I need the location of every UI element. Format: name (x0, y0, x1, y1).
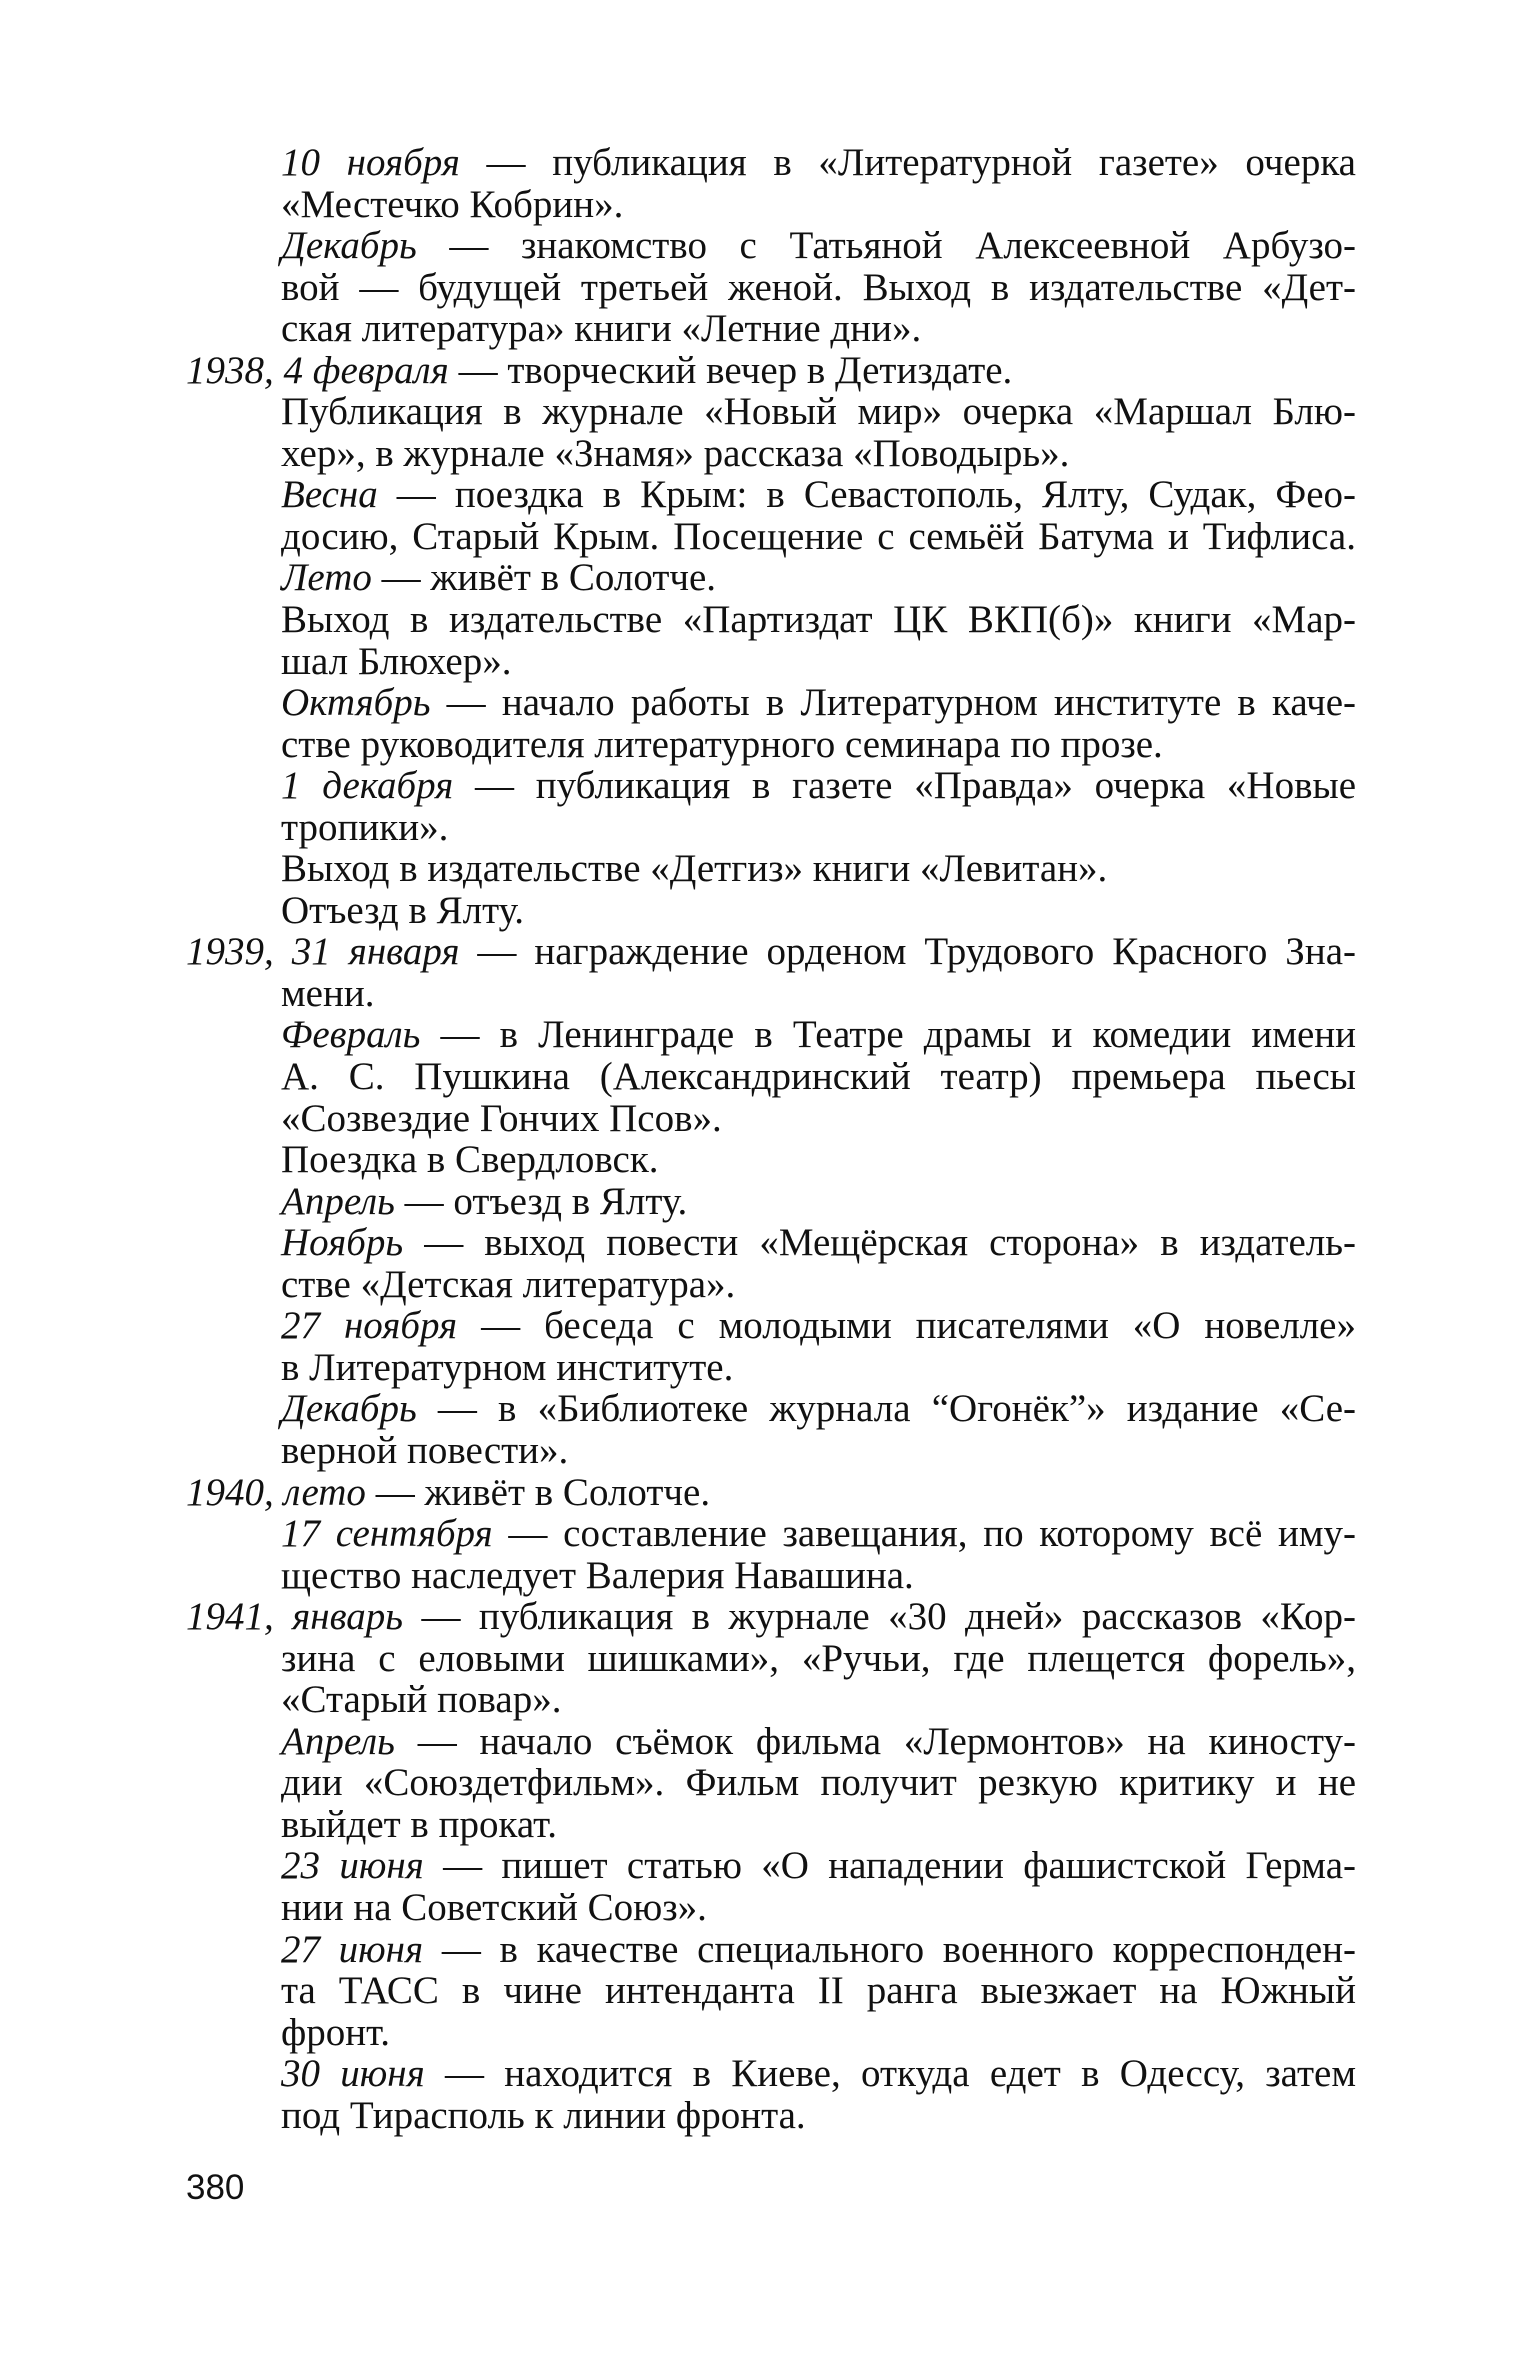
entry-text: — живёт в Солотче. (371, 556, 717, 600)
entry-text: фронт. (281, 2010, 391, 2054)
entry-text: — публикация в газете «Правда» очерка «Новые (453, 764, 1357, 808)
entry-text: — публикация в «Литературной газете» очерка (459, 141, 1356, 184)
text-line (186, 1638, 1356, 1680)
entry-text: Публикация в журнале «Новый мир» очерка «Маршал Блю- (281, 390, 1356, 434)
text-line (186, 1472, 1356, 1514)
text-line (186, 391, 1356, 433)
entry-text: — беседа с молодыми писателями «О новелле» (457, 1304, 1356, 1348)
entry-text: та ТАСС в чине интенданта II ранга выезжает на Южный (281, 1969, 1356, 2013)
entry-text: верной повести». (281, 1428, 569, 1472)
text-line (186, 1264, 1356, 1306)
entry-text: «Созвездие Гончих Псов». (281, 1096, 722, 1140)
text-line (186, 1679, 1356, 1721)
text-line (186, 807, 1356, 849)
entry-text: Поездка в Свердловск. (281, 1138, 659, 1182)
text-line (186, 474, 1356, 516)
entry-text: — награждение орденом Трудового Красного Зна- (459, 930, 1356, 974)
entry-date: 30 июня (281, 2052, 425, 2096)
entry-text: стве «Детская литература». (281, 1262, 736, 1306)
text-line (186, 765, 1356, 807)
entry-date: 23 июня (281, 1844, 424, 1888)
entry-date: Октябрь (281, 681, 431, 725)
text-line (186, 1845, 1356, 1887)
entry-date: 27 июня (281, 1927, 424, 1971)
entry-text: — в «Библиотеке журнала “Огонёк”» издание «Се- (416, 1387, 1356, 1431)
text-line (186, 1929, 1356, 1971)
text-line (186, 2053, 1356, 2095)
entry-text: дии «Союздетфильм». Фильм получит резкую критику и не (281, 1761, 1356, 1805)
text-line (186, 1222, 1356, 1264)
text-line (186, 931, 1356, 973)
text-line (186, 225, 1356, 267)
entry-text: — в Ленинграде в Театре драмы и комедии имени (420, 1013, 1356, 1057)
entry-text: выйдет в прокат. (281, 1802, 557, 1846)
text-line (186, 848, 1356, 890)
entry-date: Апрель (281, 1179, 395, 1223)
text-line (186, 1970, 1356, 2012)
text-line (186, 2095, 1356, 2137)
entry-text: под Тирасполь к линии фронта. (281, 2093, 806, 2137)
entry-text: в Литературном институте. (281, 1345, 734, 1389)
entry-text: — отъезд в Ялту. (394, 1179, 688, 1223)
text-line (186, 267, 1356, 309)
text-line (186, 641, 1356, 683)
text-line (186, 973, 1356, 1015)
text-line (186, 682, 1356, 724)
entry-text: стве руководителя литературного семинара по прозе. (281, 722, 1163, 766)
entry-date: 1938, 4 февраля (186, 348, 449, 392)
entry-text: вой — будущей третьей женой. Выход в издательстве «Дет- (281, 265, 1356, 309)
entry-text: — составление завещания, по которому всё иму- (492, 1512, 1357, 1556)
entry-date: Ноябрь (281, 1221, 404, 1265)
entry-text: — творческий вечер в Детиздате. (448, 348, 1013, 392)
entry-text: тропики». (281, 805, 449, 849)
entry-text: Выход в издательстве «Детгиз» книги «Левитан». (281, 847, 1108, 891)
text-line (186, 1305, 1356, 1347)
entry-text: ская литература» книги «Летние дни». (281, 307, 922, 351)
text-line (186, 724, 1356, 766)
entry-date: 1941, январь (186, 1595, 404, 1639)
entry-text: хер», в журнале «Знамя» рассказа «Поводырь». (281, 431, 1070, 475)
text-line (186, 599, 1356, 641)
entry-text: Отъезд в Ялту. (281, 888, 524, 932)
entry-text: шал Блюхер». (281, 639, 512, 683)
entry-date: Апрель (281, 1719, 395, 1763)
entry-text: щество наследует Валерия Навашина. (281, 1553, 914, 1597)
entry-date: 27 ноября (281, 1304, 458, 1348)
entry-date: 1 декабря (281, 764, 454, 808)
entry-text: — живёт в Солотче. (365, 1470, 711, 1514)
text-line (186, 308, 1356, 350)
text-line (186, 1721, 1356, 1763)
text-line (186, 2012, 1356, 2054)
entry-date: 17 сентября (281, 1512, 493, 1556)
text-line (186, 1555, 1356, 1597)
text-line (186, 890, 1356, 932)
text-line (186, 1887, 1356, 1929)
entry-text: досию, Старый Крым. Посещение с семьёй Батума и Тифлиса. (281, 514, 1356, 558)
text-line (186, 1513, 1356, 1555)
entry-text: — в качестве специального военного корреспонден- (423, 1927, 1356, 1971)
text-line (186, 557, 1356, 599)
entry-text: — выход повести «Мещёрская сторона» в издатель- (403, 1221, 1356, 1265)
entry-text: — поездка в Крым: в Севастополь, Ялту, Судак, Фео- (377, 473, 1356, 517)
chronology-text (186, 142, 1356, 2136)
text-line (186, 516, 1356, 558)
entry-text: А. С. Пушкина (Александринский театр) премьера пьесы (281, 1055, 1356, 1099)
text-line (186, 433, 1356, 475)
text-line (186, 1347, 1356, 1389)
text-line (186, 350, 1356, 392)
entry-text: «Местечко Кобрин». (281, 182, 624, 226)
entry-date: Декабрь (281, 1387, 417, 1431)
text-line (186, 1139, 1356, 1181)
entry-date: Февраль (281, 1013, 421, 1057)
text-line (186, 1388, 1356, 1430)
text-line (186, 142, 1356, 184)
text-line (186, 1596, 1356, 1638)
entry-date: 1940, лето (186, 1470, 366, 1514)
text-line (186, 1804, 1356, 1846)
text-line (186, 1014, 1356, 1056)
text-line (186, 1762, 1356, 1804)
entry-text: нии на Советский Союз». (281, 1885, 707, 1929)
entry-text: — публикация в журнале «30 дней» рассказов «Кор- (403, 1595, 1356, 1639)
text-line (186, 1056, 1356, 1098)
entry-text: зина с еловыми шишками», «Ручьи, где плещется форель», (281, 1636, 1356, 1680)
entry-date: Весна (281, 473, 378, 517)
entry-text: — находится в Киеве, откуда едет в Одессу, затем (424, 2052, 1357, 2096)
entry-text: «Старый повар». (281, 1678, 562, 1722)
entry-text: — начало съёмок фильма «Лермонтов» на киносту- (394, 1719, 1356, 1763)
text-line (186, 1430, 1356, 1472)
page-number: 380 (186, 2168, 245, 2207)
entry-text: — начало работы в Литературном институте в каче- (430, 681, 1356, 725)
entry-date: Лето (281, 556, 372, 600)
text-line (186, 184, 1356, 226)
entry-date: 1939, 31 января (186, 930, 460, 974)
text-line (186, 1098, 1356, 1140)
entry-text: Выход в издательстве «Партиздат ЦК ВКП(б)» книги «Мар- (281, 598, 1356, 642)
entry-text: — пишет статью «О нападении фашистской Герма- (423, 1844, 1356, 1888)
text-line (186, 1181, 1356, 1223)
entry-date: 10 ноября (281, 141, 460, 184)
entry-text: мени. (281, 971, 375, 1015)
entry-date: Декабрь (281, 224, 417, 268)
entry-text: — знакомство с Татьяной Алексеевной Арбузо- (416, 224, 1356, 268)
